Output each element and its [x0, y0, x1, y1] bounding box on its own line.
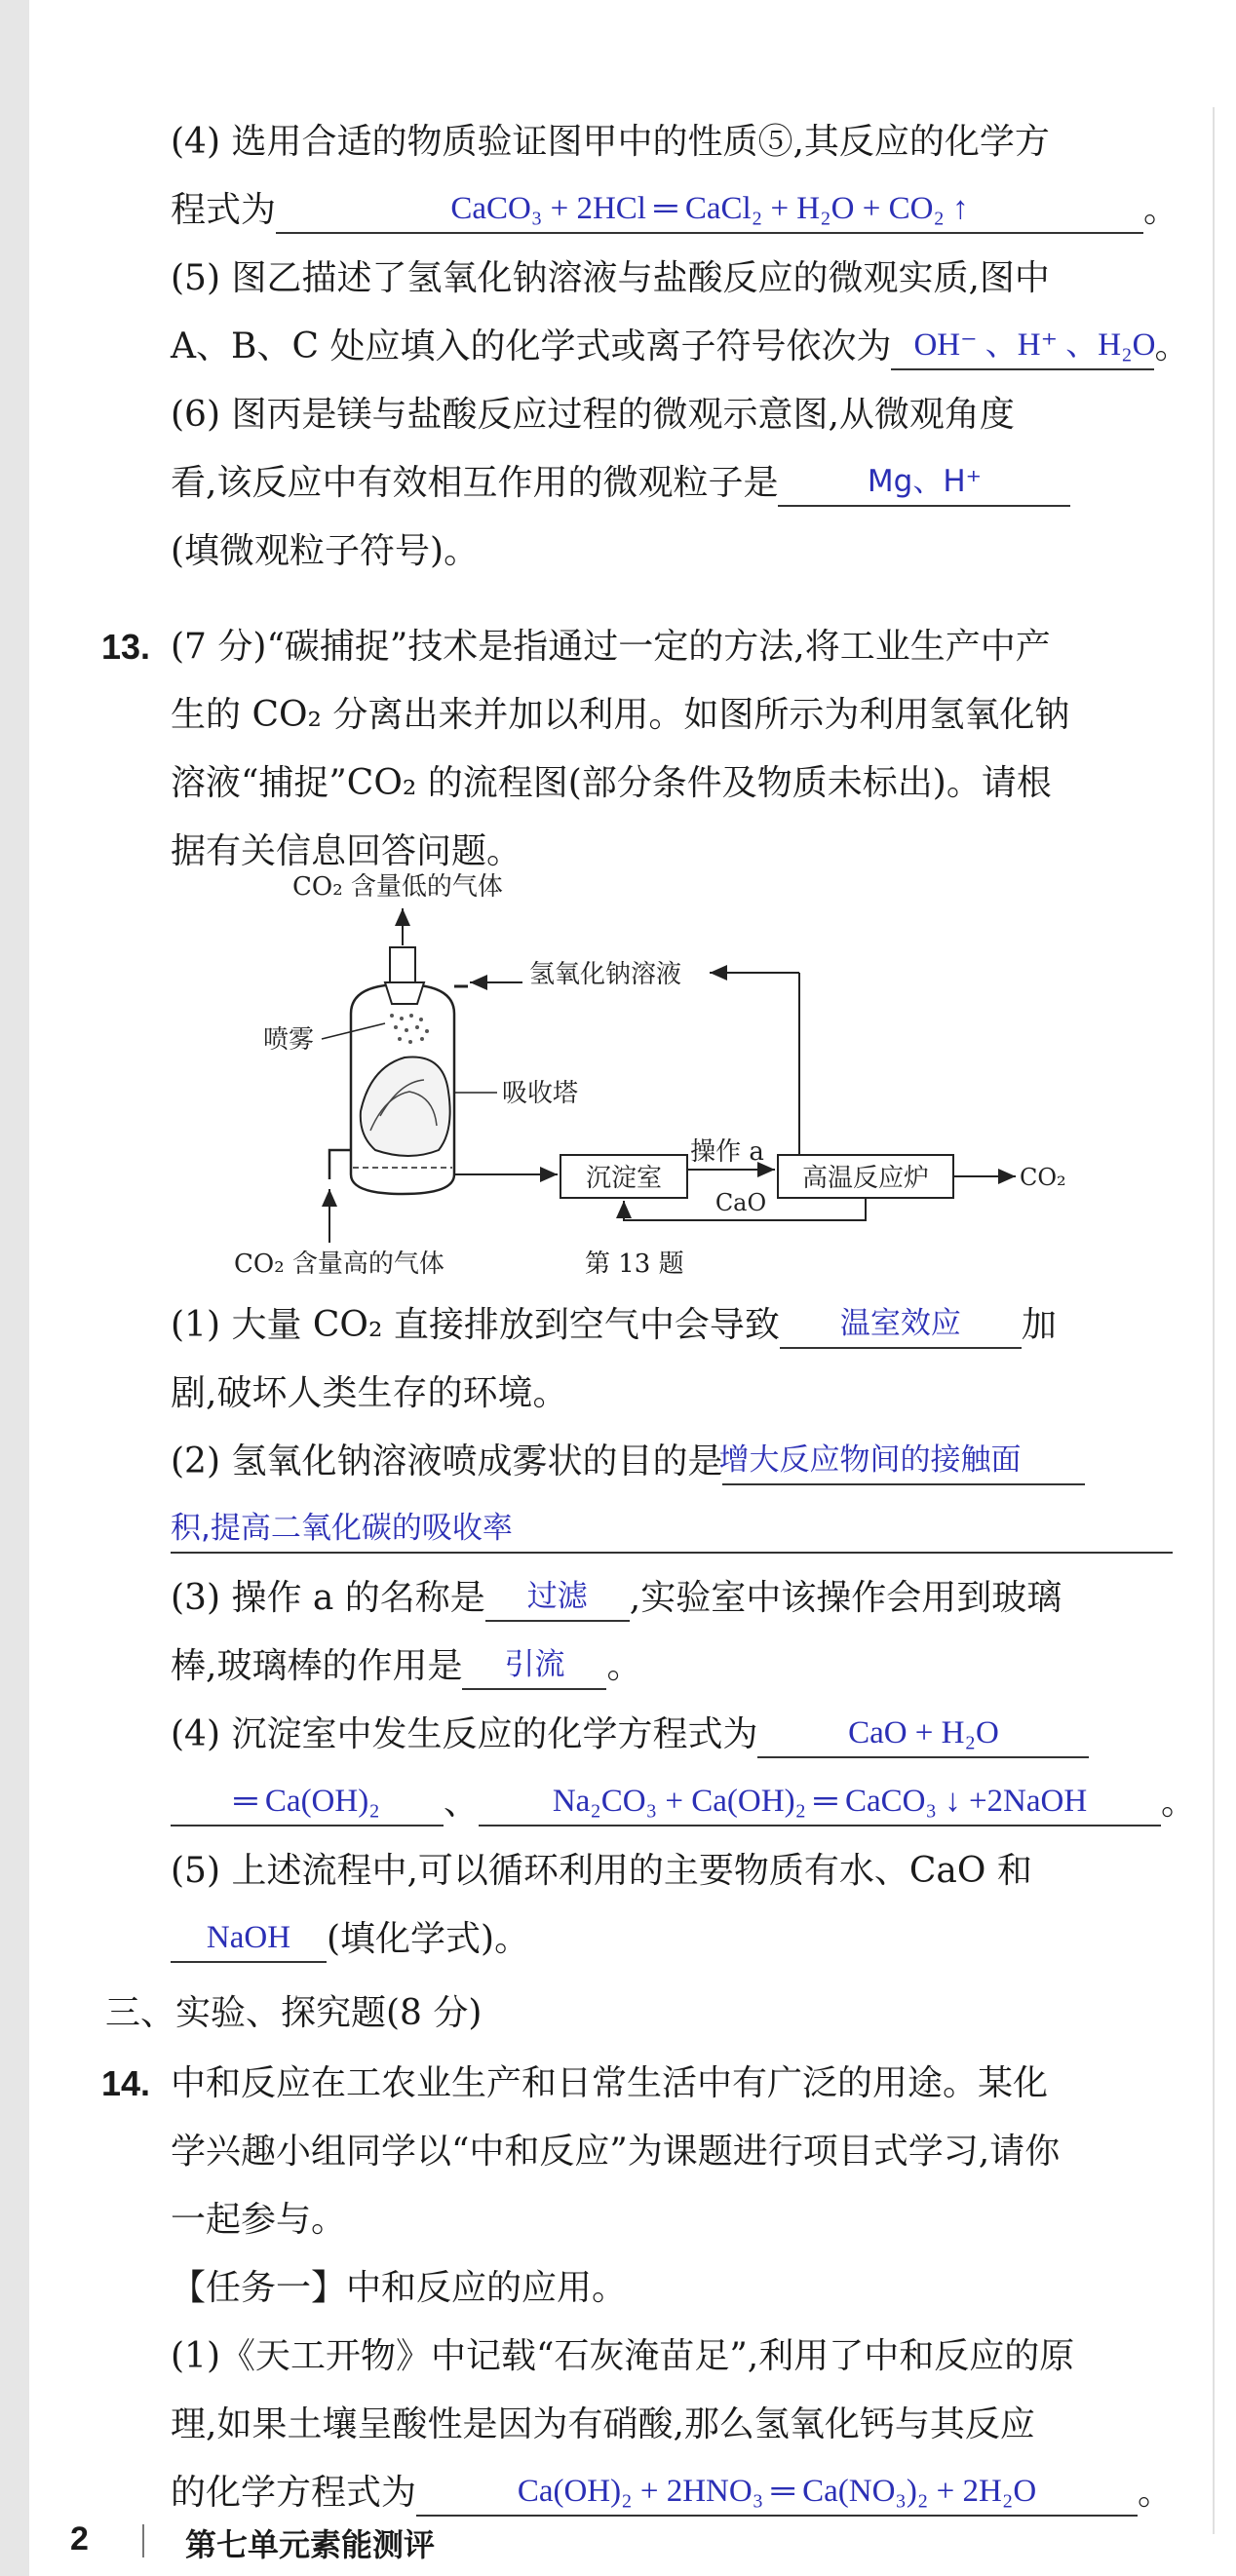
q13-part3-answer-blank-2[interactable]	[462, 1645, 606, 1690]
q14-part1-answer: Ca(OH)₂ + 2HNO₃ ═ Ca(NO₃)₂ + 2H₂O	[517, 2474, 1037, 2509]
q14-part1-period: 。	[1138, 2473, 1174, 2513]
q13-part1-line2: 剧,破坏人类生存的环境。	[171, 1373, 568, 1413]
q14-intro-line3: 一起参与。	[171, 2200, 347, 2240]
q13-part3-answer-blank-1[interactable]	[485, 1577, 630, 1622]
label-co2-out: CO₂	[1020, 1164, 1066, 1191]
q12-part4-prefix: 程式为	[171, 190, 277, 230]
section-3-heading: 三、实验、探究题(8 分)	[105, 1993, 483, 2033]
q13-part5-answer: NaOH	[206, 1920, 291, 1955]
q12-part4-line1: (4) 选用合适的物质验证图甲中的性质⑤,其反应的化学方	[171, 122, 1050, 162]
q13-intro-line4: 据有关信息回答问题。	[171, 831, 522, 871]
label-furnace: 高温反应炉	[801, 1164, 930, 1193]
q13-part3-line2	[171, 1643, 641, 1690]
q14-number: 14.	[101, 2063, 151, 2103]
q13-part3-answer-1: 过滤	[526, 1579, 588, 1614]
q13-part4-answer-2: ═ Ca(OH)₂	[234, 1784, 380, 1819]
q13-part1-line1	[171, 1302, 1057, 1349]
q13-part3-line1	[171, 1575, 1062, 1622]
q13-part5-suffix: (填化学式)。	[327, 1919, 530, 1959]
q13-intro-line3: 溶液“捕捉”CO₂ 的流程图(部分条件及物质未标出)。请根	[171, 763, 1052, 803]
q12-part4-answer-blank[interactable]	[276, 189, 1143, 234]
tower-chimney	[390, 947, 415, 986]
q13-part3-period: 。	[606, 1646, 642, 1686]
q13-part3-middle: ,实验室中该操作会用到玻璃	[629, 1578, 1062, 1618]
q13-part1-answer: 温室效应	[839, 1306, 961, 1341]
q12-part6-line2	[171, 460, 1070, 507]
q13-part2-answer-blank-1[interactable]	[718, 1441, 1085, 1485]
q12-part5-answer-blank[interactable]	[891, 326, 1154, 370]
q14-part1-line1: (1)《天工开物》中记载“石灰淹苗足”,利用了中和反应的原	[171, 2336, 1075, 2376]
q13-part1-answer-blank[interactable]	[780, 1304, 1022, 1349]
q13-intro-line1: (7 分)“碳捕捉”技术是指通过一定的方法,将工业生产中产	[171, 627, 1051, 667]
q12-part5-line1: (5) 图乙描述了氢氧化钠溶液与盐酸反应的微观实质,图中	[171, 258, 1050, 298]
q13-part4-line1	[171, 1711, 1089, 1758]
q12-part6-answer: Mg、H⁺	[867, 464, 982, 499]
q13-part1-prefix: (1) 大量 CO₂ 直接排放到空气中会导致	[171, 1305, 780, 1345]
co2-capture-flow-diagram	[214, 858, 1150, 1277]
q13-part4-period: 。	[1161, 1783, 1197, 1823]
q13-part1-suffix: 加	[1021, 1305, 1057, 1345]
q12-part4-period: 。	[1143, 190, 1179, 230]
footer-divider	[142, 2524, 144, 2557]
q13-part2-answer-blank-2[interactable]	[171, 1509, 1173, 1554]
q13-part4-answer-blank-1[interactable]	[757, 1713, 1089, 1758]
q13-part4-separator: 、	[444, 1783, 480, 1823]
footer-title: 第七单元素能测评	[185, 2526, 436, 2563]
q13-number: 13.	[101, 627, 151, 667]
q13-part4-line2	[171, 1780, 1196, 1826]
q13-part5-line2	[171, 1916, 529, 1963]
q13-part4-answer-3: Na₂CO₃ + Ca(OH)₂ ═ CaCO₃ ↓ +2NaOH	[552, 1784, 1088, 1819]
q13-part2-line1	[171, 1439, 1085, 1485]
label-bottom-gas: CO₂ 含量高的气体	[234, 1250, 444, 1277]
q12-part5-line2	[171, 324, 1189, 370]
q13-part4-answer-blank-2[interactable]	[171, 1782, 444, 1826]
q13-intro-line2: 生的 CO₂ 分离出来并加以利用。如图所示为利用氢氧化钠	[171, 695, 1070, 735]
q13-part5-line1: (5) 上述流程中,可以循环利用的主要物质有水、CaO 和	[171, 1851, 1032, 1891]
q13-part3-prefix-2: 棒,玻璃棒的作用是	[171, 1646, 463, 1686]
q13-part5-answer-blank[interactable]	[171, 1918, 327, 1963]
label-cao: CaO	[715, 1189, 767, 1216]
q13-part2-prefix: (2) 氢氧化钠溶液喷成雾状的目的是	[171, 1442, 723, 1481]
q13-part4-answer-blank-3[interactable]	[479, 1782, 1161, 1826]
label-tower: 吸收塔	[502, 1079, 579, 1108]
q12-part5-period: 。	[1154, 327, 1190, 366]
label-naoh: 氢氧化钠溶液	[529, 960, 682, 989]
q14-part1-line2: 理,如果土壤呈酸性是因为有硝酸,那么氢氧化钙与其反应	[171, 2404, 1035, 2444]
q13-part3-answer-2: 引流	[504, 1647, 565, 1682]
q14-intro-line2: 学兴趣小组同学以“中和反应”为课题进行项目式学习,请你	[171, 2132, 1061, 2172]
q12-part6-line3: (填微观粒子符号)。	[171, 531, 480, 571]
gas-inlet-pipe	[329, 1150, 351, 1179]
q13-part4-prefix: (4) 沉淀室中发生反应的化学方程式为	[171, 1714, 758, 1754]
q12-part4-line2	[171, 187, 1178, 234]
label-spray: 喷雾	[263, 1025, 315, 1055]
q13-part4-answer-1: CaO + H₂O	[848, 1715, 999, 1750]
q12-part5-answer: OH⁻ 、H⁺ 、H₂O	[913, 327, 1156, 363]
q12-part6-prefix: 看,该反应中有效相互作用的微观粒子是	[171, 463, 779, 503]
q12-part6-answer-blank[interactable]	[778, 462, 1070, 507]
q12-part5-prefix: A、B、C 处应填入的化学式或离子符号依次为	[171, 327, 892, 366]
q13-part2-line2	[171, 1507, 1173, 1554]
label-top-gas: CO₂ 含量低的气体	[292, 872, 503, 902]
q14-part1-line3	[171, 2470, 1173, 2517]
label-op-a: 操作 a	[690, 1137, 764, 1167]
q14-task1-heading: 【任务一】中和反应的应用。	[171, 2268, 628, 2308]
label-settle: 沉淀室	[585, 1164, 663, 1193]
q13-part2-answer-1: 增大反应物间的接触面	[718, 1442, 1022, 1478]
q14-part1-prefix: 的化学方程式为	[171, 2473, 417, 2513]
q14-intro-line1: 中和反应在工农业生产和日常生活中有广泛的用途。某化	[171, 2063, 1049, 2103]
page-number: 2	[70, 2520, 89, 2557]
spray-nozzle	[385, 982, 424, 1004]
q13-part2-answer-2: 积,提高二氧化碳的吸收率	[171, 1511, 513, 1546]
q14-part1-answer-blank[interactable]	[416, 2472, 1138, 2517]
figure-caption: 第 13 题	[585, 1250, 684, 1279]
q13-part3-prefix: (3) 操作 a 的名称是	[171, 1578, 485, 1618]
q12-part6-line1: (6) 图丙是镁与盐酸反应过程的微观示意图,从微观角度	[171, 395, 1015, 435]
q12-part4-answer: CaCO₃ + 2HCl ═ CaCl₂ + H₂O + CO₂ ↑	[450, 191, 969, 226]
